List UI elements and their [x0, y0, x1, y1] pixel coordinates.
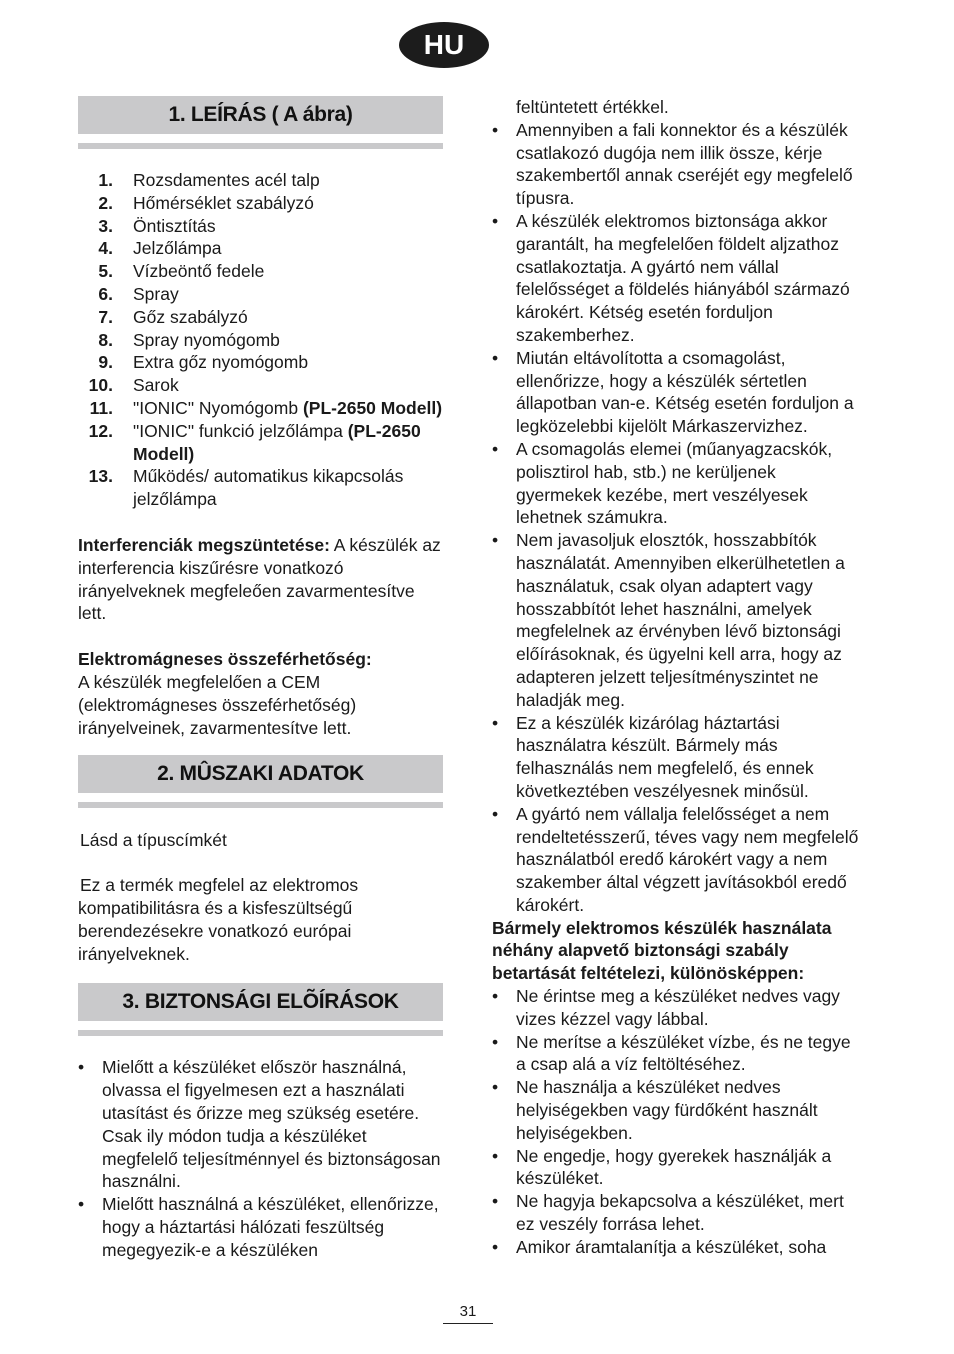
emc-paragraph: Elektromágneses összeférhetőség: A készülék megfelelően a CEM (elektromágneses összeférhetőség) irányelveinek, zavarmentesítve lett. — [78, 649, 372, 738]
left-column — [78, 96, 443, 1261]
safety-list-right-a — [492, 119, 862, 917]
list-item: • Amennyiben a fali konnektor és a készülék csatlakozó dugója nem illik össze, kérje szakembertől annak cseréjét egy megfelelő típusra. — [492, 119, 862, 210]
list-item: • Ne használja a készüléket nedves helyiségekben vagy fürdőként használt helyiségekben. — [492, 1076, 862, 1144]
parts-list — [78, 169, 443, 511]
list-item: 10. Sarok — [88, 375, 179, 396]
list-item: • Mielőtt a készüléket először használná, olvassa el figyelmesen ezt a használati utasítást és őrizze meg szükség esetére. Csak ily módon tudja a készüléket megfelelő teljesítménnyel és biztonságosan használni. — [78, 1056, 443, 1193]
compliance-paragraph: Ez a termék megfelel az elektromos kompatibilitásra és a kisfeszültségű berendezésekre vonatkozó európai irányelveknek. — [78, 875, 359, 964]
interference-paragraph: Interferenciák megszüntetése: A készülék az interferencia kiszűrésre vonatkozó irányelveknek megfeleően zavarmentesítve lett. — [78, 534, 441, 624]
section-header-muszaki: 2. MÛSZAKI ADATOK — [78, 755, 443, 793]
list-item: • Ne engedje, hogy gyerekek használják a készüléket. — [492, 1145, 862, 1191]
list-item: • Ez a készülék kizárólag háztartási használatra készült. Bármely más felhasználás nem megfelelő, és ennek következtében veszélyesnek minősül. — [492, 712, 862, 803]
list-item: 2. Hőmérséklet szabályzó — [98, 192, 314, 213]
list-item: • Mielőtt használná a készüléket, ellenőrizze, hogy a háztartási hálózati feszültség megegyezik-e a készüléken — [78, 1193, 443, 1261]
section-divider — [78, 802, 443, 808]
safety-rules-intro: Bármely elektromos készülék használata néhány alapvető biztonsági szabály betartását feltételezi, különösképpen: — [492, 917, 832, 984]
safety-list-right-b — [492, 985, 862, 1259]
section-header-leiras: 1. LEÍRÁS ( A ábra) — [78, 96, 443, 134]
section-divider — [78, 1030, 443, 1036]
language-badge: HU — [399, 22, 489, 68]
right-column — [492, 96, 862, 1259]
list-item: • A készülék elektromos biztonsága akkor garantált, ha megfelelően földelt aljzathoz csatlakoztatja. A gyártó nem vállal felelősséget a földelés hiányából származó károkért. Kétség esetén forduljon szakemberhez. — [492, 210, 862, 347]
list-item: • Amikor áramtalanítja a készüléket, soha — [492, 1236, 862, 1259]
list-item: • A csomagolás elemei (műanyagzacskók, polisztirol hab, stb.) ne kerüljenek gyermekek kezébe, mert veszélyesek lehetnek számukra. — [492, 438, 862, 529]
safety-list-left — [78, 1056, 443, 1261]
list-item: • Ne hagyja bekapcsolva a készüléket, mert ez veszély forrása lehet. — [492, 1190, 862, 1236]
list-item: 9. Extra gőz nyomógomb — [98, 352, 309, 373]
list-item: • Miután eltávolította a csomagolást, ellenőrizze, hogy a készülék sértetlen állapotban van-e. Kétség esetén forduljon a legközelebbi kijelölt Márkaszervizhez. — [492, 347, 862, 438]
list-item: 11. "IONIC" Nyomógomb (PL-2650 Modell) — [89, 397, 443, 418]
section-header-biztonsagi: 3. BIZTONSÁGI ELÕÍRÁSOK — [78, 983, 443, 1021]
list-item: 8. Spray nyomógomb — [98, 329, 280, 350]
type-label-paragraph: Lásd a típuscímkét — [80, 830, 227, 851]
list-item: • A gyártó nem vállalja felelősséget a nem rendeltetésszerű, téves vagy nem megfelelő használatból eredő károkért vagy a nem szakember által végzett javításokból eredő károkért. — [492, 803, 862, 917]
list-item: • Ne érintse meg a készüléket nedves vagy vizes kézzel vagy lábbal. — [492, 985, 862, 1031]
list-item: • Ne merítse a készüléket vízbe, és ne tegye a csap alá a víz feltöltéséhez. — [492, 1031, 862, 1077]
continued-text: feltüntetett értékkel. — [516, 97, 669, 117]
list-item: 6. Spray — [98, 283, 179, 304]
list-item: 12. "IONIC" funkció jelzőlámpa (PL-2650 Modell) — [88, 420, 421, 464]
list-item: 3. Öntisztítás — [98, 215, 216, 236]
list-item: 13. Működés/ automatikus kikapcsolás jelzőlámpa — [88, 466, 404, 510]
list-item: 4. Jelzőlámpa — [98, 238, 222, 259]
list-item: 7. Gőz szabályzó — [98, 306, 248, 327]
list-item: • Nem javasoljuk elosztók, hosszabbítók használatát. Amennyiben elkerülhetetlen a használatuk, csak olyan adaptert vagy hosszabbítót lehet használni, amelyek megfelelnek az érvényben lévő biztonsági előírásoknak, és ügyelni kell arra, hogy az adapteren jelzett teljesítményszintet ne haladják meg. — [492, 529, 862, 711]
page-number: 31 — [443, 1303, 493, 1324]
list-item: 5. Vízbeöntő fedele — [98, 261, 265, 282]
section-divider — [78, 143, 443, 149]
list-item: 1. Rozsdamentes acél talp — [98, 170, 320, 190]
